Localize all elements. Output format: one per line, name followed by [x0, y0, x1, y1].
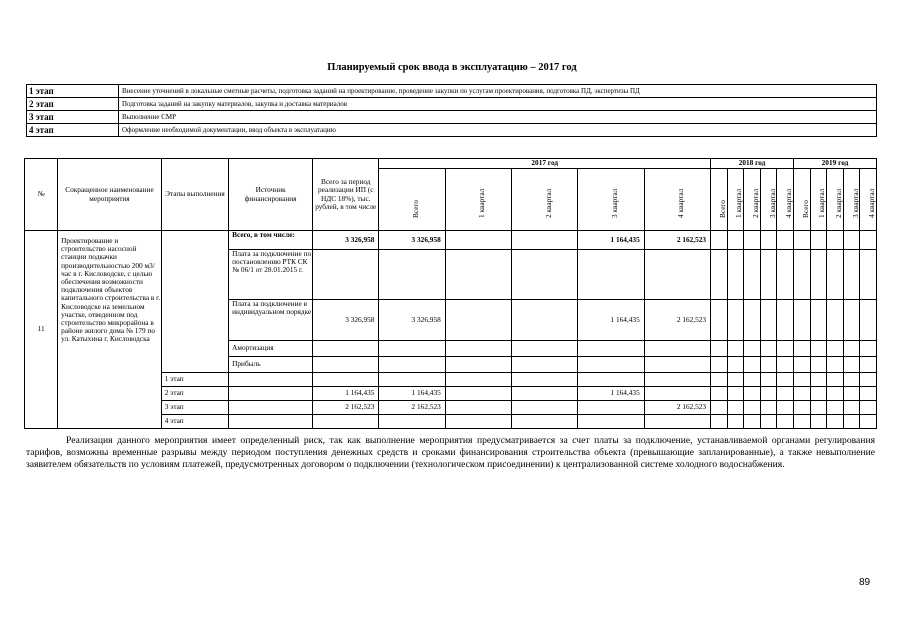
stages-table: [26, 84, 877, 137]
project-name: Проектирование и строительство насосной станции подкачки производительностью 200 м3/час в г. Кисловодске, с целью обеспечения возможности подключения объектов капитального строительства в г. Кисловодске на земельном участке, отведенном под строительство микрорайона в районе жилого дома № 179 по ул. Катыхина г. Кисловодска: [58, 231, 162, 429]
stage-row: [27, 98, 877, 111]
row-number: 11: [25, 231, 58, 429]
header-name: Сокращенное наименование мероприятия: [58, 159, 162, 231]
stage-row: [27, 85, 877, 98]
header-num: №: [25, 159, 58, 231]
stage-text: Оформление необходимой документации, ввод объекта в эксплуатацию: [119, 124, 877, 137]
stage-label: 3 этап: [27, 111, 119, 124]
header-2017-q2: 2 квартал: [512, 169, 578, 231]
fee-q3-value: 1 164,435: [578, 300, 644, 341]
header-2019-q3: 3 квартал: [843, 169, 860, 231]
header-total: Всего за период реализации ИП (с НДС 18%), тыс. рублей, в том числе: [313, 159, 379, 231]
total-value: 3 326,958: [313, 231, 379, 250]
stage-row: [27, 111, 877, 124]
source-total: Всего, в том числе:: [229, 231, 313, 250]
y2017-all-value: 3 326,958: [379, 231, 445, 250]
header-stages: Этапы выполнения: [161, 159, 228, 231]
stage-2-total: 1 164,435: [313, 387, 379, 401]
header-2019-all: Всего: [794, 169, 811, 231]
stage-label: 2 этап: [27, 98, 119, 111]
stage-text: Подготовка заданий на закупку материалов, закупка и доставка материалов: [119, 98, 877, 111]
y2017-q3-value: 1 164,435: [578, 231, 644, 250]
header-2017-q4: 4 квартал: [644, 169, 710, 231]
source-fee-decree: Плата за подключение по постановлению РТК СК № 06/1 от 28.01.2015 г.: [229, 250, 313, 300]
stage-text: Выполнение СМР: [119, 111, 877, 124]
investment-table: [24, 158, 877, 429]
stage-3-q4: 2 162,523: [644, 401, 710, 415]
header-2018-q2: 2 квартал: [744, 169, 761, 231]
stage-text: Внесение уточнений в локальные сметные расчеты, подготовка заданий на проектирование, проведение закупки по услугам проектирования, подготовка ПД, экспертизы ПД: [119, 85, 877, 98]
header-2019: 2019 год: [794, 159, 877, 169]
header-2017-q1: 1 квартал: [445, 169, 511, 231]
source-profit: Прибыль: [229, 357, 313, 373]
page-title: Планируемый срок ввода в эксплуатацию – 2017 год: [327, 62, 577, 73]
row-total: [25, 231, 877, 250]
stage-2-2017: 1 164,435: [379, 387, 445, 401]
header-2019-q2: 2 квартал: [827, 169, 844, 231]
stage-empty: [161, 231, 228, 373]
stage-3-2017: 2 162,523: [379, 401, 445, 415]
header-2018-all: Всего: [711, 169, 728, 231]
header-2017: 2017 год: [379, 159, 711, 169]
stage-label: 4 этап: [27, 124, 119, 137]
header-2017-all: Всего: [379, 169, 445, 231]
header-source: Источник финансирования: [229, 159, 313, 231]
page-number: 89: [859, 577, 871, 588]
header-2018-q1: 1 квартал: [727, 169, 744, 231]
risk-paragraph: Реализация данного мероприятия имеет определенный риск, так как выполнение мероприятия предусматривается за счет платы за подключение, устанавливаемой органами регулирования тарифов, возможны временные разрывы между периодом поступления денежных средств и сроками финансирования строительства объекта (превышающие запланированные), а также невыполнение заявителем обязательств по условиям платежей, предусмотренных договором о подключении (технологическом присоединении) к централизованной системе холодного водоснабжения.: [26, 435, 875, 471]
header-2017-q3: 3 квартал: [578, 169, 644, 231]
fee-total-value: 3 326,958: [313, 300, 379, 341]
header-2019-q4: 4 квартал: [860, 169, 877, 231]
fee-q4-value: 2 162,523: [644, 300, 710, 341]
stage-3-total: 2 162,523: [313, 401, 379, 415]
header-2018-q4: 4 квартал: [777, 169, 794, 231]
stage-row: [27, 124, 877, 137]
stage-2-q3: 1 164,435: [578, 387, 644, 401]
stage-2-label: 2 этап: [161, 387, 228, 401]
y2017-q4-value: 2 162,523: [644, 231, 710, 250]
header-2018-q3: 3 квартал: [760, 169, 777, 231]
stage-1-label: 1 этап: [161, 373, 228, 387]
stage-4-label: 4 этап: [161, 415, 228, 429]
stage-3-label: 3 этап: [161, 401, 228, 415]
source-amortization: Амортизация: [229, 341, 313, 357]
header-2018: 2018 год: [711, 159, 794, 169]
header-2019-q1: 1 квартал: [810, 169, 827, 231]
stage-label: 1 этап: [27, 85, 119, 98]
fee-2017-value: 3 326,958: [379, 300, 445, 341]
source-fee-individual: Плата за подключение в индивидуальном порядке: [229, 300, 313, 341]
header-row-years: [25, 159, 877, 169]
